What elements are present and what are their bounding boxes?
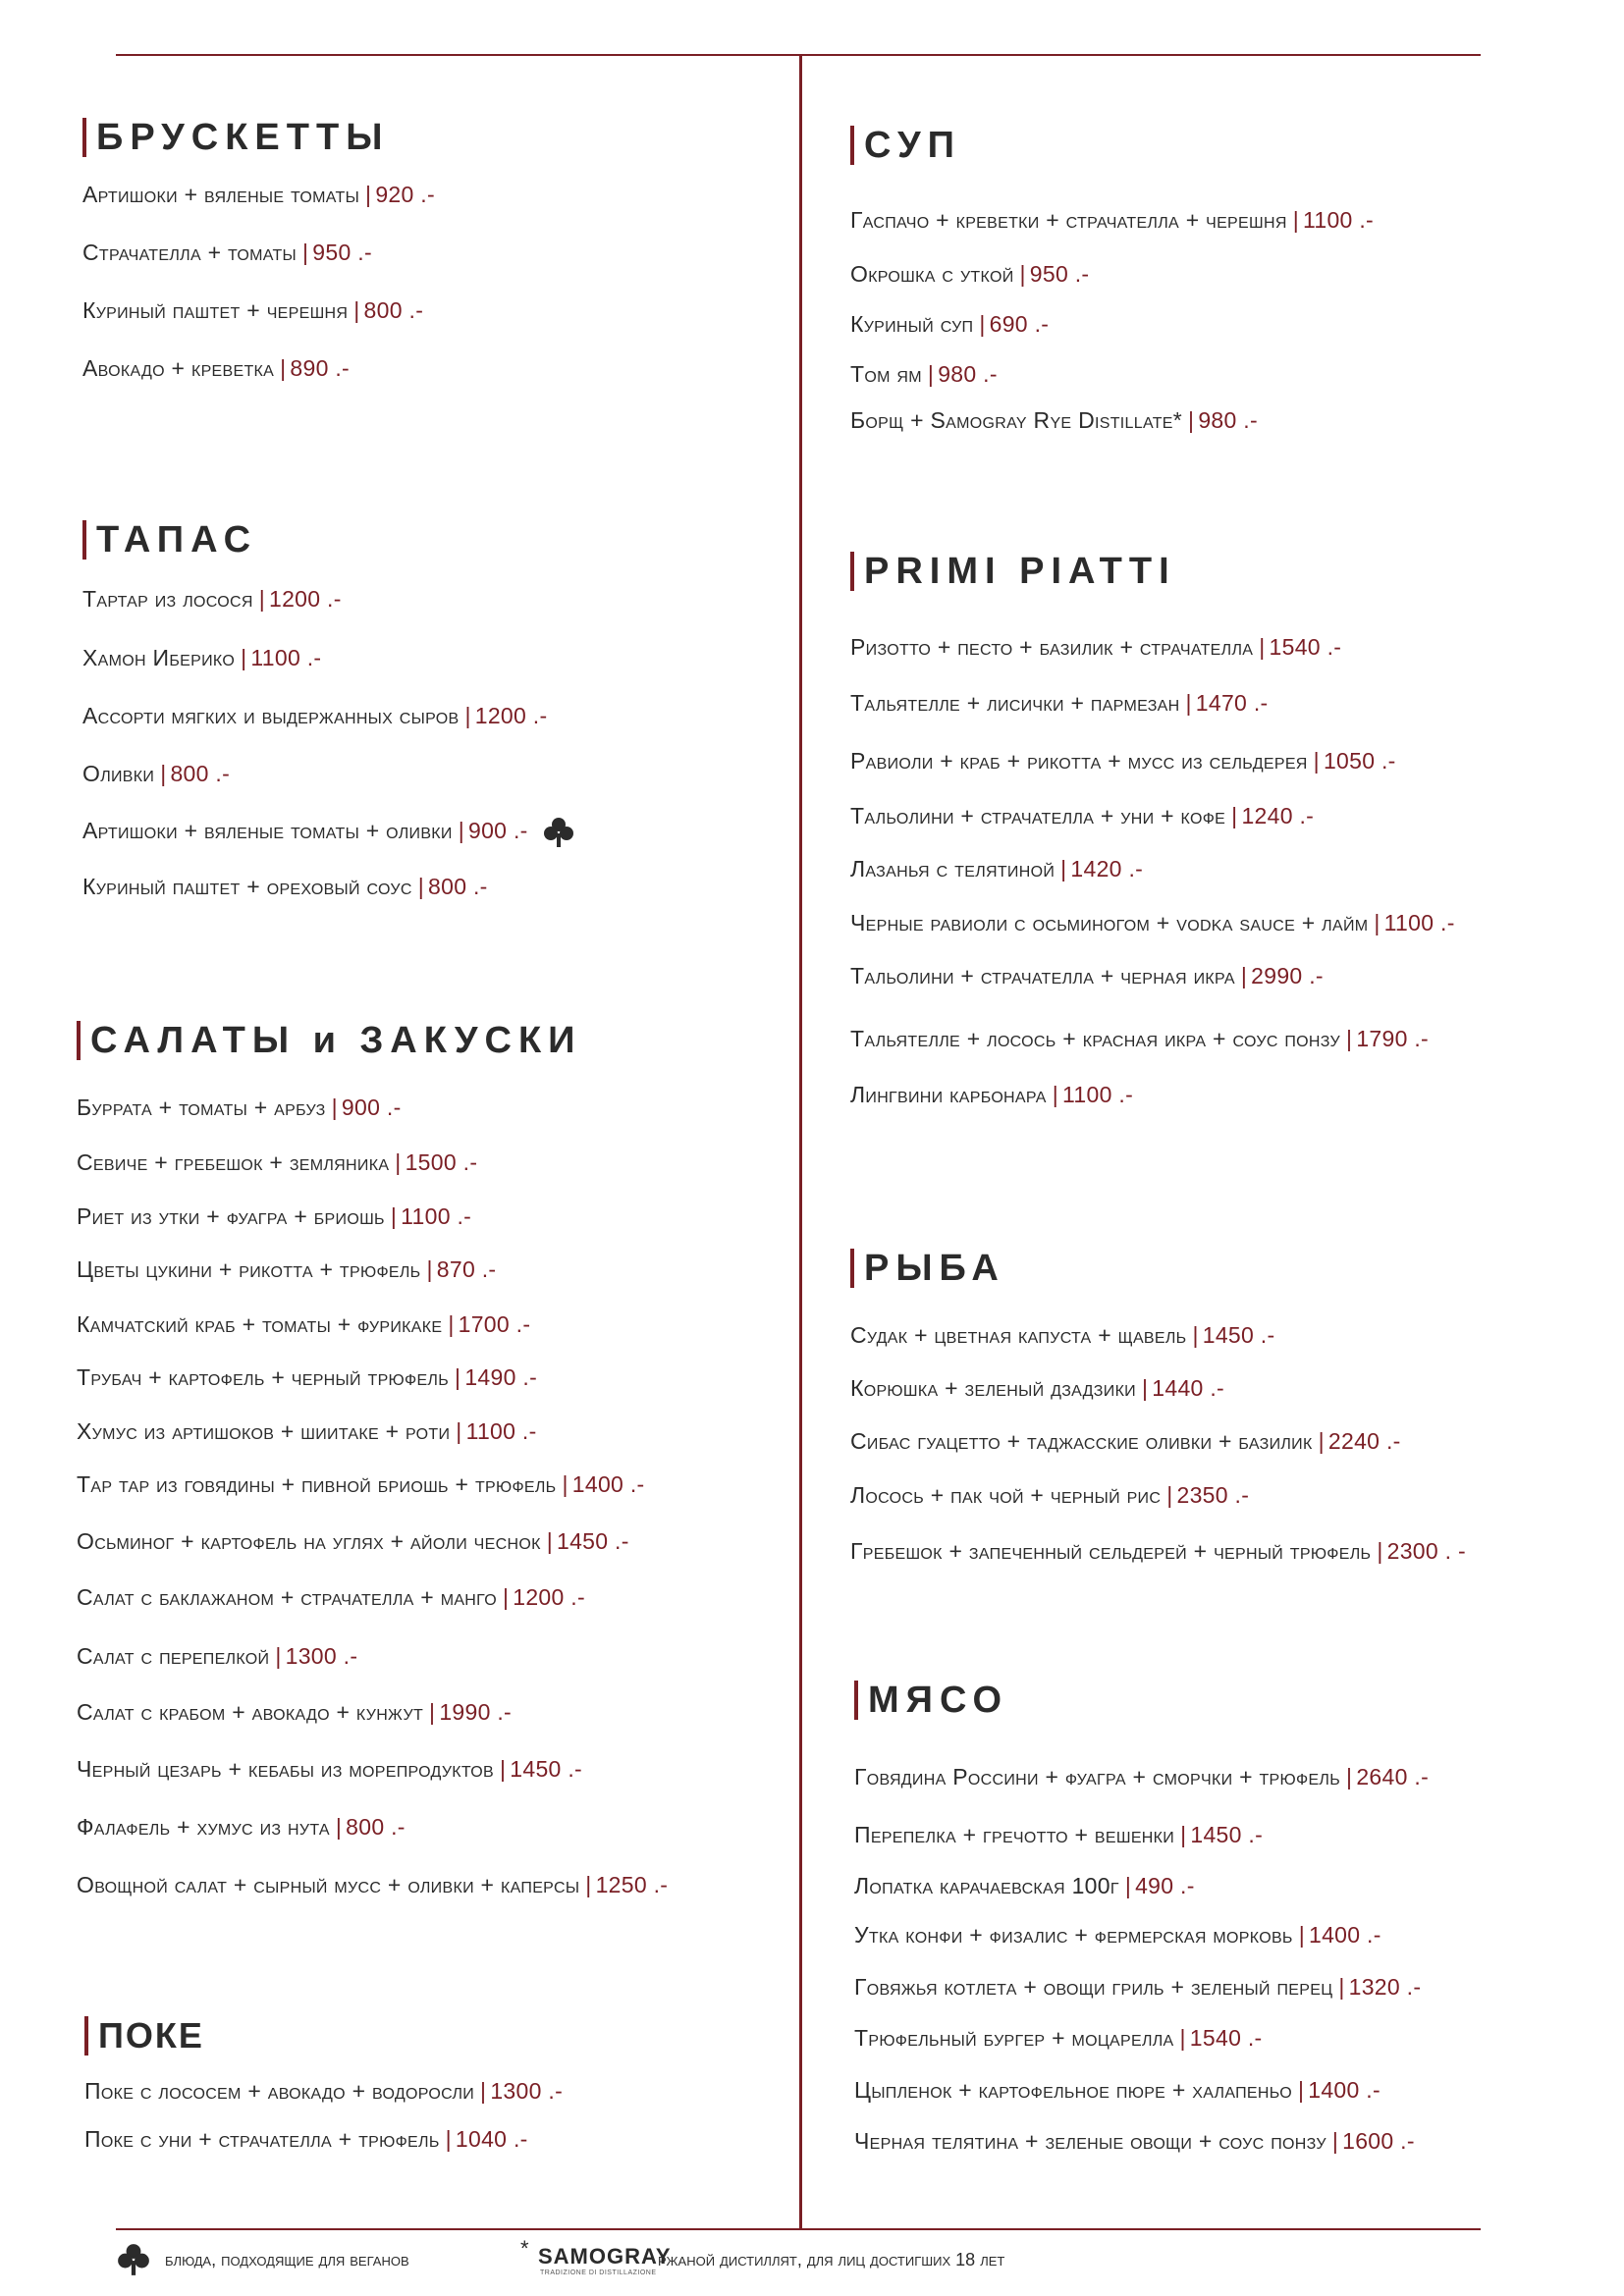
menu-item: Лингвини карбонара | 1100 .- <box>850 1082 1134 1107</box>
section-title-poke: ПОКЕ <box>84 2014 204 2057</box>
menu-item: Говядина Россини + фуагра + сморчки + трюфель | 2640 .- <box>854 1764 1430 1789</box>
menu-item: Трубач + картофель + черный трюфель | 1490 .- <box>77 1364 538 1390</box>
menu-item: Фалафель + хумус из нута | 800 .- <box>77 1814 406 1840</box>
menu-item: Гаспачо + креветки + страчателла + черешня | 1100 .- <box>850 207 1374 233</box>
menu-item: Куриный паштет + черешня | 800 .- <box>82 297 424 323</box>
menu-item: Том ям | 980 .- <box>850 361 998 387</box>
menu-item: Салат с крабом + авокадо + кунжут | 1990 .- <box>77 1699 513 1725</box>
menu-item: Утка конфи + физалис + фермерская морковь | 1400 .- <box>854 1922 1381 1948</box>
section-title-bruschetta: БРУСКЕТТЫ <box>82 116 389 159</box>
menu-item: Тар тар из говядины + пивной бриошь + трюфель | 1400 .- <box>77 1471 645 1497</box>
samogray-logo-subtitle: TRADIZIONE DI DISTILLAZIONE <box>540 2269 657 2276</box>
footer <box>116 2236 1490 2289</box>
vegan-note: блюда, подходящие для веганов <box>165 2250 409 2269</box>
clover-icon <box>116 2242 151 2277</box>
menu-item: Тальятелле + лосось + красная икра + соус понзу | 1790 .- <box>850 1026 1430 1051</box>
section-title-fish: РЫБА <box>850 1247 1005 1290</box>
menu-item: Борщ + Samogray Rye Distillate* | 980 .- <box>850 407 1258 433</box>
menu-item: Корюшка + зеленый дзадзики | 1440 .- <box>850 1375 1224 1401</box>
samogray-logo: SAMOGRAY <box>538 2244 672 2269</box>
menu-item: Цыпленок + картофельное пюре + халапеньо | 1400 .- <box>854 2077 1380 2103</box>
menu-item: Камчатский краб + томаты + фурикаке | 1700 .- <box>77 1311 531 1337</box>
menu-item: Тартар из лосося | 1200 .- <box>82 586 342 612</box>
asterisk: * <box>520 2236 529 2261</box>
menu-item: Гребешок + запеченный сельдерей + черный трюфель | 2300 . - <box>850 1538 1467 1564</box>
menu-item: Хумус из артишоков + шиитаке + роти | 1100 .- <box>77 1418 537 1444</box>
menu-item: Ассорти мягких и выдержанных сыров | 1200 .- <box>82 703 548 728</box>
section-title-tapas: ТАПАС <box>82 518 257 561</box>
menu-item: Салат с перепелкой | 1300 .- <box>77 1643 358 1669</box>
menu-item: Ризотто + песто + базилик + страчателла | 1540 .- <box>850 634 1342 660</box>
section-title-primi: PRIMI PIATTI <box>850 550 1176 593</box>
menu-item: Тальолини + страчателла + уни + кофе | 1240 .- <box>850 803 1315 828</box>
menu-item: Салат с баклажаном + страчателла + манго | 1200 .- <box>77 1584 585 1610</box>
bottom-rule <box>116 2228 1481 2230</box>
top-rule <box>116 54 1481 56</box>
menu-item: Говяжья котлета + овощи гриль + зеленый перец | 1320 .- <box>854 1974 1422 2000</box>
menu-item: Равиоли + краб + рикотта + мусс из сельдерея | 1050 .- <box>850 748 1396 774</box>
menu-item: Артишоки + вяленые томаты | 920 .- <box>82 182 435 207</box>
section-title-salads: САЛАТЫ и ЗАКУСКИ <box>77 1019 581 1062</box>
column-divider <box>799 55 802 2229</box>
menu-item: Перепелка + гречотто + вешенки | 1450 .- <box>854 1822 1264 1847</box>
clover-icon <box>542 816 575 849</box>
menu-item: Судак + цветная капуста + щавель | 1450 .- <box>850 1322 1275 1348</box>
menu-item: Оливки | 800 .- <box>82 761 231 786</box>
menu-item: Поке с лососем + авокадо + водоросли | 1300 .- <box>84 2078 564 2104</box>
menu-item: Севиче + гребешок + земляника | 1500 .- <box>77 1149 478 1175</box>
menu-item: Риет из утки + фуагра + бриошь | 1100 .- <box>77 1203 472 1229</box>
menu-item: Куриный паштет + ореховый соус | 800 .- <box>82 874 488 899</box>
menu-item: Куриный суп | 690 .- <box>850 311 1050 337</box>
menu-item: Сибас гуацетто + таджасские оливки + базилик | 2240 .- <box>850 1428 1401 1454</box>
menu-item: Артишоки + вяленые томаты + оливки | 900 .- <box>82 816 575 849</box>
menu-item: Черная телятина + зеленые овощи + соус понзу | 1600 .- <box>854 2128 1415 2154</box>
menu-item: Поке с уни + страчателла + трюфель | 1040 .- <box>84 2126 528 2152</box>
menu-item: Трюфельный бургер + моцарелла | 1540 .- <box>854 2025 1263 2051</box>
menu-item: Цветы цукини + рикотта + трюфель | 870 .- <box>77 1256 497 1282</box>
menu-item: Лосось + пак чой + черный рис | 2350 .- <box>850 1482 1250 1508</box>
menu-item: Буррата + томаты + арбуз | 900 .- <box>77 1095 402 1120</box>
menu-item: Окрошка с уткой | 950 .- <box>850 261 1090 287</box>
menu-item: Хамон Иберико | 1100 .- <box>82 645 322 670</box>
distillate-note: ржаной дистиллят, для лиц достигших 18 лет <box>658 2250 1005 2269</box>
menu-item: Лазанья с телятиной | 1420 .- <box>850 856 1144 881</box>
menu-item: Лопатка карачаевская 100г | 490 .- <box>854 1873 1195 1898</box>
menu-item: Страчателла + томаты | 950 .- <box>82 240 372 265</box>
menu-item: Осьминог + картофель на углях + айоли чеснок | 1450 .- <box>77 1528 629 1554</box>
section-title-meat: МЯСО <box>854 1679 1008 1722</box>
menu-item: Черный цезарь + кебабы из морепродуктов | 1450 .- <box>77 1756 582 1782</box>
section-title-soup: СУП <box>850 124 961 167</box>
menu-item: Тальолини + страчателла + черная икра | 2990 .- <box>850 963 1324 988</box>
menu-item: Авокадо + креветка | 890 .- <box>82 355 351 381</box>
menu-item: Черные равиоли с осьминогом + vodka sauce + лайм | 1100 .- <box>850 910 1455 935</box>
menu-item: Овощной салат + сырный мусс + оливки + каперсы | 1250 .- <box>77 1872 669 1897</box>
menu-item: Тальятелле + лисички + пармезан | 1470 .- <box>850 690 1269 716</box>
